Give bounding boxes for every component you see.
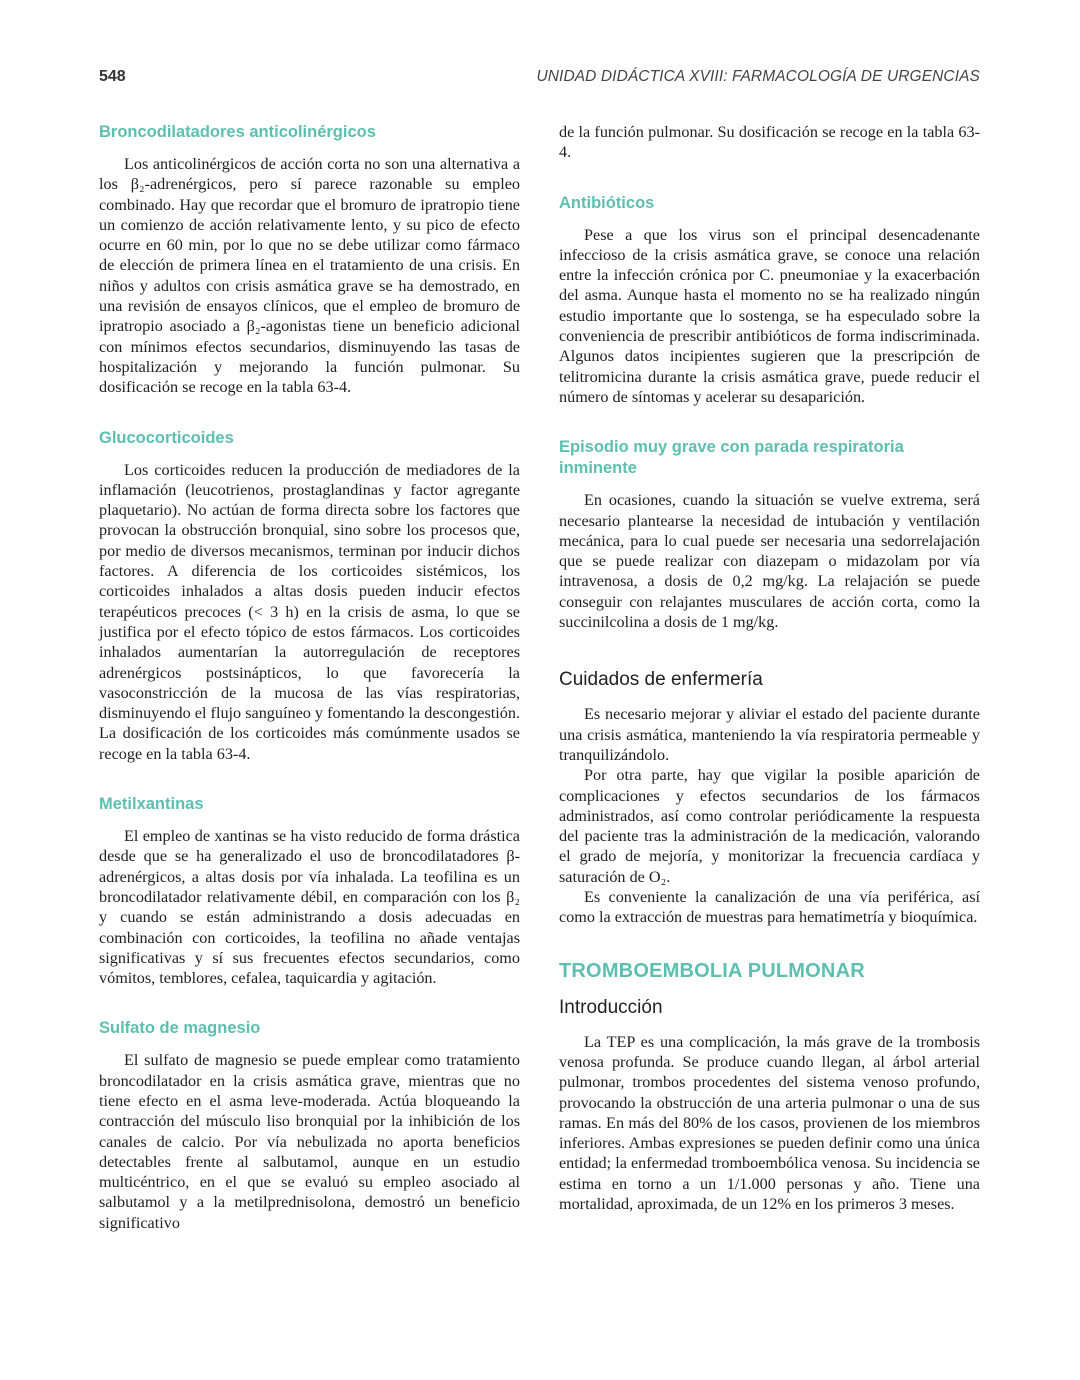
right-column (559, 122, 980, 1214)
heading-metilxantinas: Metilxantinas (99, 795, 204, 814)
heading-antibioticos: Antibióticos (559, 193, 655, 212)
heading-glucocorticoides: Glucocorticoides (99, 428, 234, 447)
heading-magnesio: Sulfato de magnesio (99, 1019, 261, 1038)
paragraph-continuation: de la función pulmonar. Su dosificación se recoge en la tabla 63-4. (559, 123, 980, 162)
paragraph-episodio: En ocasiones, cuando la situación se vuelve extrema, será necesario plantearse la necesidad de intubación y ventilación mecánica, para lo cual puede ser necesaria una sedorrelajación que se puede realizar con diazepam o midazolam por vía intravenosa, a dosis de 0,2 mg/kg. La relajación se puede conseguir con relajantes musculares de acción corta, como la succinilcolina a dosis de 1 mg/kg. (559, 491, 980, 632)
heading-introduccion: Introducción (559, 996, 663, 1018)
paragraph-magnesio: El sulfato de magnesio se puede emplear como tratamiento broncodilatador en la crisis asmática grave, mientras que no tiene efecto en el asma leve-moderada. Actúa bloqueando la contracción del músculo liso bronquial por la inhibición de los canales de calcio. Por vía nebulizada no aporta beneficios detectables frente al salbutamol, aunque en un estudio multicéntrico, en el que se evaluó su empleo asociado al salbutamol y a la metilprednisolona, demostró un beneficio significativo (99, 1051, 520, 1232)
paragraph-tep: La TEP es una complicación, la más grave de la trombosis venosa profunda. Se produce cuando llegan, al árbol arterial pulmonar, trombos procedentes del sistema venoso profundo, provocando la obstrucción de una arteria pulmonar o una de sus ramas. En más del 80% de los casos, provienen de los miembros inferiores. Ambas expresiones se pueden definir como una única entidad; la enfermedad tromboembólica venosa. Su incidencia se estima en torno a un 1/1.000 personas y año. Tiene una mortalidad, aproximada, de un 12% en los primeros 3 meses. (559, 1032, 980, 1213)
paragraph-antibioticos: Pese a que los virus son el principal desencadenante infeccioso de la crisis asmática grave, se conoce una relación entre la infección crónica por C. pneumoniae y la exacerbación del asma. Aunque hasta el momento no se ha realizado ningún estudio importante que lo sostenga, se ha especulado sobre la conveniencia de prescribir antibióticos de forma indiscriminada. Algunos datos incipientes sugieren que la prescripción de telitromicina durante la crisis asmática grave, puede reducir el número de síntomas y acelerar su desaparición. (559, 225, 980, 406)
paragraph-cuidados-3: Es conveniente la canalización de una vía periférica, así como la extracción de muestras para hematimetría y bioquímica. (559, 888, 980, 927)
section-title-tep: TROMBOEMBOLIA PULMONAR (559, 959, 865, 982)
heading-cuidados: Cuidados de enfermería (559, 669, 763, 691)
heading-anticolinergicos: Broncodilatadores anticolinérgicos (99, 123, 376, 141)
paragraph-anticolinergicos: Los anticolinérgicos de acción corta no son una alternativa a los β₂-adrenérgicos, pero sí parece razonable su empleo combinado. Hay que recordar que el bromuro de ipratropio tiene un comienzo de acción relativamente lento, y su pico de efecto ocurre en 60 min, por lo que no se debe utilizar como fármaco de elección de primera línea en el tratamiento de una crisis. En niños y adultos con crisis asmática grave se ha demostrado, en una revisión de ensayos clínicos, que el empleo de bromuro de ipratropio asociado a β₂-agonistas tiene un beneficio adicional con mínimos efectos secundarios, disminuyendo las tasas de hospitalización y mejorando la función pulmonar. Su dosificación se recoge en la tabla 63-4. (99, 155, 520, 397)
paragraph-metilxantinas: El empleo de xantinas se ha visto reducido de forma drástica desde que se ha generalizado el uso de broncodilatadores β-adrenérgicos, a altas dosis por vía inhalada. La teofilina es un broncodilatador relativamente débil, en comparación con los β₂ y cuando se están administrando a dosis adecuadas en combinación con corticoides, la teofilina no añade ventajas significativas y sí sus frecuentes efectos secundarios, como vómitos, temblores, cefalea, taquicardia y agitación. (99, 827, 520, 988)
page-number: 548 (99, 68, 126, 85)
running-head: UNIDAD DIDÁCTICA XVIII: FARMACOLOGÍA DE URGENCIAS (536, 68, 980, 85)
paragraph-cuidados-1: Es necesario mejorar y aliviar el estado del paciente durante una crisis asmática, manteniendo la vía respiratoria permeable y tranquilizándolo. (559, 705, 980, 764)
paragraph-cuidados-2: Por otra parte, hay que vigilar la posible aparición de complicaciones y efectos secundarios de los fármacos administrados, así como controlar periódicamente la respuesta del paciente tras la administración de la medicación, valorando el grado de mejoría, y monitorizar la frecuencia cardíaca y saturación de O₂. (559, 766, 980, 886)
heading-episodio: Episodio muy grave con parada respiratoria inminente (559, 438, 904, 478)
paragraph-glucocorticoides: Los corticoides reducen la producción de mediadores de la inflamación (leucotrienos, prostaglandinas y factor agregante plaquetario). No actúan de forma directa sobre los factores que provocan la obstrucción bronquial, sino sobre los procesos que, por medio de diversos mecanismos, terminan por inducir dichos factores. A diferencia de los corticoides sistémicos, los corticoides inhalados a altas dosis pueden inducir efectos terapéuticos precoces (< 3 h) en la crisis de asma, lo que se justifica por el efecto tópico de estos fármacos. Los corticoides inhalados aumentarían la autorregulación de receptores adrenérgicos postsinápticos, lo que favorecería la vasoconstricción de la mucosa de las vías respiratorias, disminuyendo el flujo sanguíneo y fomentando la descongestión. La dosificación de los corticoides más comúnmente usados se recoge en la tabla 63-4. (99, 460, 520, 763)
left-column (99, 122, 520, 1233)
